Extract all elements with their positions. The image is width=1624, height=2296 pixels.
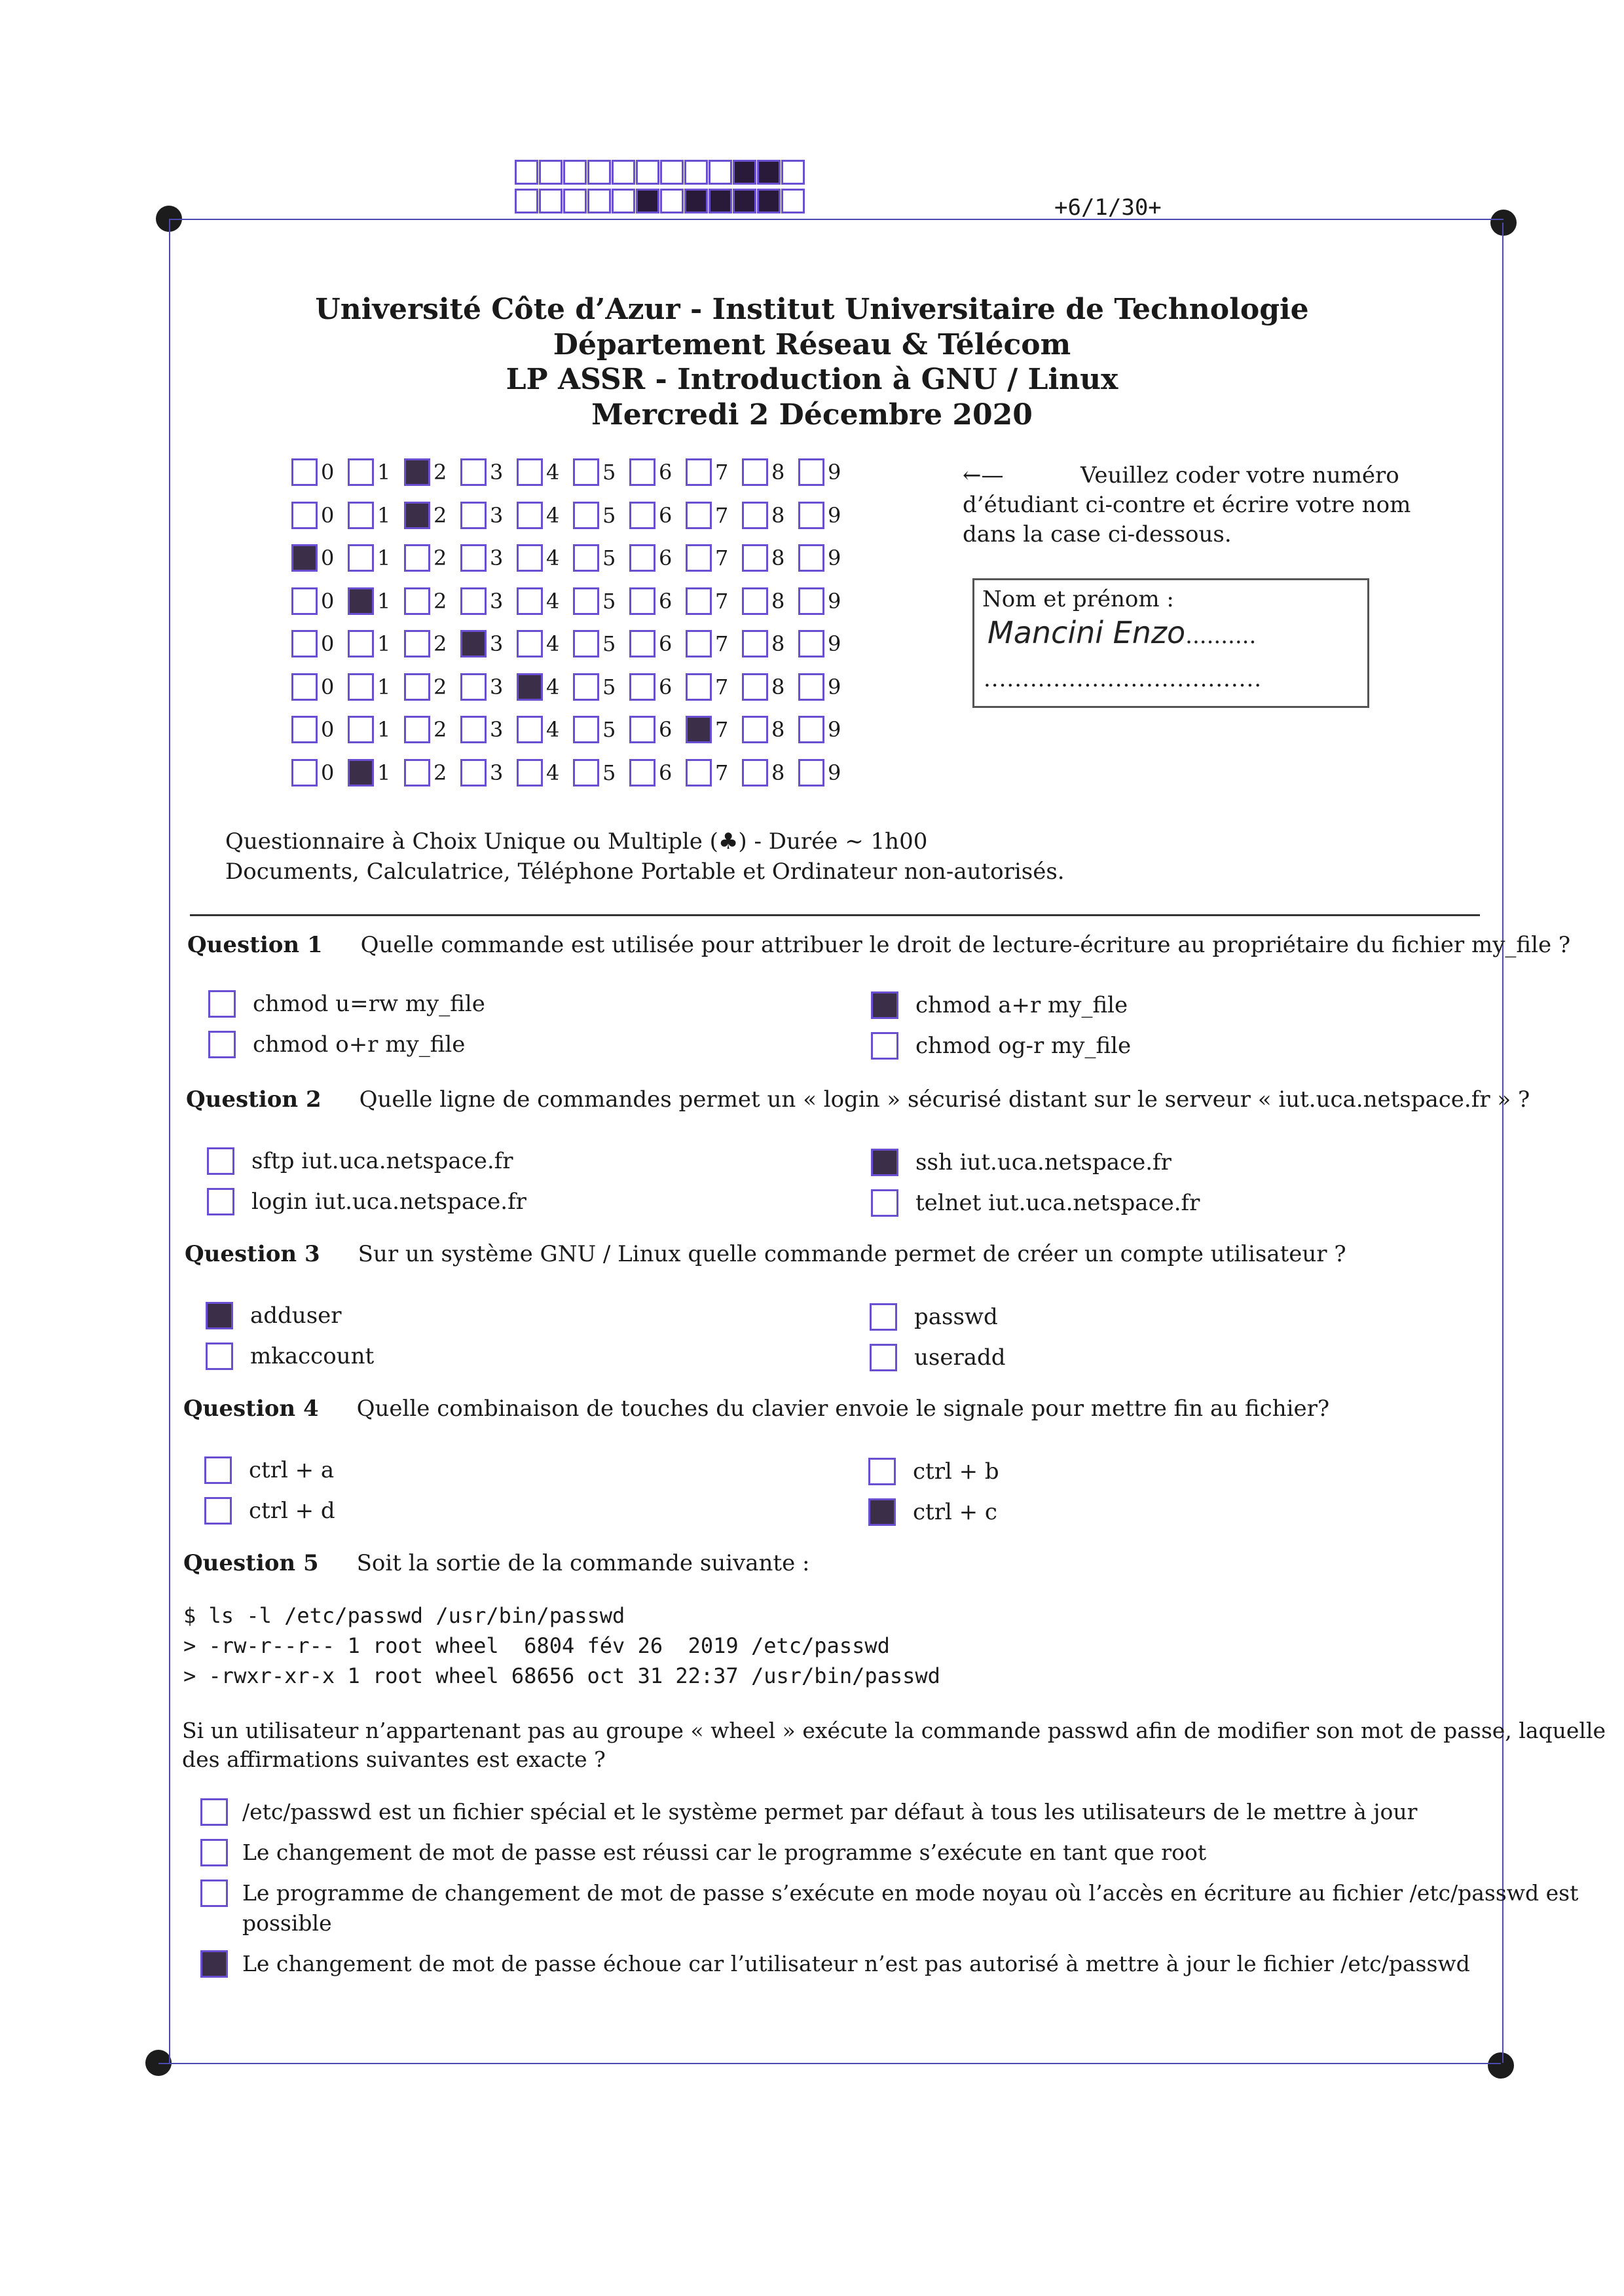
- digit-label: 0: [321, 760, 335, 785]
- question-title: [183, 1548, 809, 1578]
- digit-label: 0: [321, 588, 335, 614]
- checkbox[interactable]: [404, 587, 430, 615]
- digit-label: 4: [546, 717, 560, 742]
- checkbox[interactable]: [291, 502, 318, 529]
- checkbox[interactable]: [798, 716, 824, 743]
- answer-label-continued: possible: [242, 1910, 332, 1936]
- code-box: [563, 160, 587, 185]
- digit-label: 2: [434, 588, 447, 614]
- checkbox[interactable]: [742, 458, 768, 486]
- checkbox[interactable]: [291, 587, 318, 615]
- digit-label: 9: [828, 760, 841, 785]
- code-line: $ ls -l /etc/passwd /usr/bin/passwd: [183, 1603, 625, 1628]
- page-id: +6/1/30+: [1054, 194, 1162, 221]
- checkbox-checked[interactable]: [460, 630, 487, 657]
- digit-label: 5: [602, 631, 616, 656]
- answer-label: ctrl + c: [913, 1499, 997, 1525]
- answer-label: mkaccount: [250, 1343, 375, 1369]
- digit-label: 7: [715, 460, 729, 485]
- digit-label: 0: [321, 631, 335, 656]
- digit-label: 8: [771, 717, 785, 742]
- code-line: > -rw-r--r-- 1 root wheel 6804 fév 26 2019 /etc/passwd: [183, 1633, 890, 1658]
- digit-label: 9: [828, 717, 841, 742]
- digit-label: 5: [602, 546, 616, 570]
- checkbox[interactable]: [798, 458, 824, 486]
- digit-label: 0: [321, 460, 335, 485]
- code-box: [733, 189, 756, 213]
- checkbox[interactable]: [573, 759, 599, 787]
- checkbox[interactable]: [348, 716, 374, 743]
- checkbox[interactable]: [291, 673, 318, 701]
- checkbox[interactable]: [629, 587, 655, 615]
- question-number: Question 5: [183, 1550, 319, 1576]
- question-number: Question 2: [186, 1086, 322, 1113]
- checkbox[interactable]: [207, 1188, 234, 1215]
- question-prompt-line-1: Si un utilisateur n’appartenant pas au groupe « wheel » exécute la commande passwd afin de modifier son mot de passe, laquelle: [182, 1718, 1606, 1743]
- code-box: [612, 189, 635, 213]
- checkbox[interactable]: [460, 502, 487, 529]
- digit-label: 8: [771, 631, 785, 656]
- digit-label: 3: [490, 717, 504, 742]
- checkbox-checked[interactable]: [871, 1149, 898, 1176]
- checkbox[interactable]: [291, 759, 318, 787]
- question-text: Quelle commande est utilisée pour attribuer le droit de lecture-écriture au propriétaire du fichier my_file ?: [360, 932, 1571, 958]
- checkbox[interactable]: [629, 673, 655, 701]
- code-box: [515, 189, 538, 213]
- code-box: [636, 189, 659, 213]
- digit-label: 1: [377, 674, 391, 699]
- digit-label: 8: [771, 502, 785, 528]
- code-box: [781, 160, 805, 185]
- checkbox[interactable]: [200, 1798, 228, 1826]
- question-title: [183, 1394, 1329, 1424]
- checkbox[interactable]: [348, 544, 374, 572]
- checkbox[interactable]: [686, 630, 712, 657]
- checkbox[interactable]: [204, 1456, 232, 1484]
- checkbox[interactable]: [798, 673, 824, 701]
- checkbox[interactable]: [629, 458, 655, 486]
- digit-label: 7: [715, 502, 729, 528]
- digit-label: 9: [828, 460, 841, 485]
- checkbox[interactable]: [207, 1147, 234, 1175]
- checkbox[interactable]: [404, 716, 430, 743]
- code-box: [684, 189, 708, 213]
- checkbox[interactable]: [200, 1839, 228, 1866]
- checkbox[interactable]: [348, 630, 374, 657]
- question-text: Quelle ligne de commandes permet un « login » sécurisé distant sur le serveur « iut.uca.netspace.fr » ?: [359, 1086, 1530, 1113]
- checkbox[interactable]: [517, 716, 543, 743]
- code-box: [563, 189, 587, 213]
- code-box: [539, 189, 563, 213]
- checkbox[interactable]: [573, 458, 599, 486]
- digit-label: 4: [546, 502, 560, 528]
- meta-line-1: Questionnaire à Choix Unique ou Multiple (♣) - Durée ∼ 1h00: [225, 828, 928, 855]
- digit-label: 8: [771, 546, 785, 570]
- digit-label: 5: [602, 502, 616, 528]
- instructions-arrow: ←—: [963, 462, 1004, 489]
- digit-label: 4: [546, 460, 560, 485]
- frame-bottom: [158, 2063, 1501, 2064]
- header-line-3: LP ASSR - Introduction à GNU / Linux: [506, 363, 1118, 396]
- checkbox[interactable]: [686, 502, 712, 529]
- question-number: Question 3: [185, 1241, 320, 1267]
- checkbox[interactable]: [629, 544, 655, 572]
- digit-label: 3: [490, 546, 504, 570]
- instructions-line-2: d’étudiant ci-contre et écrire votre nom: [963, 492, 1411, 518]
- digit-label: 1: [377, 717, 391, 742]
- digit-label: 2: [434, 674, 447, 699]
- checkbox[interactable]: [870, 1344, 897, 1371]
- instructions-line-3: dans la case ci-dessous.: [963, 521, 1232, 547]
- checkbox[interactable]: [460, 544, 487, 572]
- header-line-1: Université Côte d’Azur - Institut Universitaire de Technologie: [315, 293, 1309, 326]
- digit-label: 0: [321, 546, 335, 570]
- digit-label: 9: [828, 631, 841, 656]
- question-prompt-line-2: des affirmations suivantes est exacte ?: [182, 1747, 606, 1772]
- code-box: [733, 160, 756, 185]
- code-box: [587, 189, 611, 213]
- digit-label: 4: [546, 546, 560, 570]
- question-text: Quelle combinaison de touches du clavier envoie le signale pour mettre fin au fichier?: [356, 1396, 1330, 1422]
- checkbox[interactable]: [742, 630, 768, 657]
- name-handwritten: Mancini Enzo: [987, 615, 1186, 650]
- digit-label: 7: [715, 546, 729, 570]
- instructions-line-1: Veuillez coder votre numéro: [1080, 462, 1399, 489]
- digit-label: 7: [715, 588, 729, 614]
- checkbox[interactable]: [798, 759, 824, 787]
- checkbox-checked[interactable]: [404, 458, 430, 486]
- digit-label: 9: [828, 588, 841, 614]
- checkbox[interactable]: [404, 630, 430, 657]
- digit-label: 4: [546, 631, 560, 656]
- answer-label: ctrl + d: [249, 1498, 335, 1524]
- digit-label: 2: [434, 546, 447, 570]
- frame-right: [1502, 223, 1504, 2063]
- digit-label: 6: [659, 502, 673, 528]
- code-box: [660, 189, 684, 213]
- answer-label: chmod o+r my_file: [253, 1031, 466, 1058]
- checkbox[interactable]: [686, 759, 712, 787]
- digit-label: 8: [771, 760, 785, 785]
- checkbox-checked[interactable]: [291, 544, 318, 572]
- checkbox[interactable]: [868, 1458, 896, 1485]
- digit-label: 6: [659, 546, 673, 570]
- checkbox[interactable]: [742, 587, 768, 615]
- digit-label: 2: [434, 717, 447, 742]
- question-title: [186, 1084, 1530, 1115]
- answer-label: telnet iut.uca.netspace.fr: [915, 1190, 1200, 1216]
- digit-label: 3: [490, 460, 504, 485]
- name-box-label: Nom et prénom :: [982, 586, 1174, 612]
- checkbox[interactable]: [629, 630, 655, 657]
- checkbox[interactable]: [460, 673, 487, 701]
- checkbox[interactable]: [291, 458, 318, 486]
- code-box: [757, 189, 781, 213]
- digit-label: 6: [659, 674, 673, 699]
- digit-label: 5: [602, 717, 616, 742]
- frame-left: [169, 219, 170, 2063]
- checkbox[interactable]: [629, 716, 655, 743]
- digit-label: 2: [434, 460, 447, 485]
- checkbox[interactable]: [742, 544, 768, 572]
- digit-label: 3: [490, 588, 504, 614]
- answer-label: ctrl + b: [913, 1458, 999, 1485]
- digit-label: 8: [771, 674, 785, 699]
- checkbox[interactable]: [573, 716, 599, 743]
- digit-label: 2: [434, 631, 447, 656]
- checkbox[interactable]: [629, 759, 655, 787]
- checkbox-checked[interactable]: [517, 673, 543, 701]
- digit-label: 0: [321, 717, 335, 742]
- checkbox[interactable]: [517, 502, 543, 529]
- digit-label: 8: [771, 460, 785, 485]
- digit-label: 2: [434, 760, 447, 785]
- checkbox-checked[interactable]: [404, 502, 430, 529]
- checkbox[interactable]: [742, 759, 768, 787]
- checkbox[interactable]: [686, 587, 712, 615]
- registration-mark-bottom-right: [1488, 2052, 1514, 2079]
- question-title: [185, 1239, 1346, 1269]
- checkbox[interactable]: [204, 1497, 232, 1525]
- checkbox[interactable]: [686, 458, 712, 486]
- answer-label: Le changement de mot de passe échoue car l’utilisateur n’est pas autorisé à mettre à jour le fichier /etc/passwd: [242, 1951, 1470, 1976]
- digit-label: 5: [602, 460, 616, 485]
- checkbox[interactable]: [573, 673, 599, 701]
- checkbox[interactable]: [460, 716, 487, 743]
- question-title: [187, 930, 1570, 960]
- digit-label: 7: [715, 631, 729, 656]
- digit-label: 4: [546, 588, 560, 614]
- code-line: > -rwxr-xr-x 1 root wheel 68656 oct 31 22:37 /usr/bin/passwd: [183, 1663, 940, 1688]
- checkbox[interactable]: [798, 502, 824, 529]
- checkbox[interactable]: [348, 458, 374, 486]
- code-box: [709, 189, 732, 213]
- checkbox[interactable]: [629, 502, 655, 529]
- checkbox[interactable]: [573, 544, 599, 572]
- digit-label: 1: [377, 546, 391, 570]
- checkbox[interactable]: [573, 502, 599, 529]
- header-line-4: Mercredi 2 Décembre 2020: [591, 398, 1033, 432]
- digit-label: 3: [490, 631, 504, 656]
- answer-label: sftp iut.uca.netspace.fr: [251, 1148, 513, 1174]
- checkbox[interactable]: [798, 544, 824, 572]
- checkbox-checked[interactable]: [686, 716, 712, 743]
- checkbox[interactable]: [871, 1189, 898, 1217]
- code-box: [612, 160, 635, 185]
- digit-label: 1: [377, 760, 391, 785]
- code-box: [709, 160, 732, 185]
- digit-label: 6: [659, 460, 673, 485]
- checkbox[interactable]: [460, 587, 487, 615]
- digit-label: 4: [546, 674, 560, 699]
- digit-label: 3: [490, 760, 504, 785]
- meta-line-2: Documents, Calculatrice, Téléphone Portable et Ordinateur non-autorisés.: [225, 859, 1065, 885]
- checkbox[interactable]: [742, 502, 768, 529]
- name-value: [987, 613, 1256, 656]
- checkbox[interactable]: [573, 587, 599, 615]
- digit-label: 0: [321, 502, 335, 528]
- answer-label: chmod a+r my_file: [915, 992, 1128, 1018]
- separator-rule: [190, 914, 1480, 916]
- digit-label: 6: [659, 717, 673, 742]
- checkbox[interactable]: [686, 544, 712, 572]
- checkbox[interactable]: [798, 630, 824, 657]
- checkbox[interactable]: [348, 673, 374, 701]
- digit-label: 1: [377, 631, 391, 656]
- digit-label: 9: [828, 502, 841, 528]
- checkbox[interactable]: [573, 630, 599, 657]
- checkbox[interactable]: [208, 1031, 236, 1058]
- answer-label: passwd: [914, 1304, 998, 1330]
- checkbox[interactable]: [870, 1303, 897, 1331]
- code-box: [587, 160, 611, 185]
- answer-label: useradd: [914, 1344, 1006, 1371]
- checkbox[interactable]: [460, 759, 487, 787]
- code-box: [684, 160, 708, 185]
- digit-label: 3: [490, 674, 504, 699]
- checkbox[interactable]: [404, 544, 430, 572]
- answer-label: Le changement de mot de passe est réussi car le programme s’exécute en tant que root: [242, 1840, 1207, 1865]
- code-box: [539, 160, 563, 185]
- digit-label: 5: [602, 760, 616, 785]
- checkbox[interactable]: [517, 630, 543, 657]
- checkbox[interactable]: [742, 716, 768, 743]
- header-line-2: Département Réseau & Télécom: [553, 328, 1071, 361]
- code-box: [781, 189, 805, 213]
- checkbox-checked[interactable]: [348, 587, 374, 615]
- checkbox-checked[interactable]: [348, 759, 374, 787]
- checkbox[interactable]: [206, 1342, 233, 1370]
- checkbox[interactable]: [291, 716, 318, 743]
- checkbox[interactable]: [798, 587, 824, 615]
- digit-label: 2: [434, 502, 447, 528]
- checkbox-checked[interactable]: [206, 1302, 233, 1329]
- digit-label: 5: [602, 674, 616, 699]
- name-box[interactable]: [972, 578, 1369, 708]
- question-text: Sur un système GNU / Linux quelle commande permet de créer un compte utilisateur ?: [358, 1241, 1346, 1267]
- question-text: Soit la sortie de la commande suivante :: [356, 1550, 810, 1576]
- checkbox[interactable]: [404, 759, 430, 787]
- answer-label: Le programme de changement de mot de passe s’exécute en mode noyau où l’accès en écriture au fichier /etc/passwd est: [242, 1880, 1579, 1906]
- checkbox[interactable]: [517, 587, 543, 615]
- checkbox[interactable]: [291, 630, 318, 657]
- digit-label: 5: [602, 588, 616, 614]
- digit-label: 1: [377, 588, 391, 614]
- answer-label: chmod u=rw my_file: [253, 991, 485, 1017]
- checkbox[interactable]: [686, 673, 712, 701]
- checkbox[interactable]: [517, 458, 543, 486]
- answer-label: ctrl + a: [249, 1457, 335, 1483]
- digit-label: 7: [715, 717, 729, 742]
- digit-label: 9: [828, 674, 841, 699]
- digit-label: 4: [546, 760, 560, 785]
- code-box: [757, 160, 781, 185]
- checkbox-checked[interactable]: [200, 1950, 228, 1978]
- digit-label: 8: [771, 588, 785, 614]
- digit-label: 3: [490, 502, 504, 528]
- checkbox[interactable]: [871, 1032, 898, 1060]
- digit-label: 6: [659, 631, 673, 656]
- checkbox[interactable]: [742, 673, 768, 701]
- checkbox-checked[interactable]: [871, 991, 898, 1019]
- digit-label: 6: [659, 588, 673, 614]
- answer-label: chmod og-r my_file: [915, 1033, 1132, 1059]
- answer-label: /etc/passwd est un fichier spécial et le système permet par défaut à tous les utilisateurs de le mettre à jour: [242, 1799, 1418, 1824]
- answer-label: ssh iut.uca.netspace.fr: [915, 1149, 1172, 1176]
- checkbox[interactable]: [517, 544, 543, 572]
- answer-label: login iut.uca.netspace.fr: [251, 1189, 526, 1215]
- code-box: [515, 160, 538, 185]
- checkbox[interactable]: [348, 502, 374, 529]
- question-number: Question 1: [187, 932, 323, 958]
- checkbox[interactable]: [517, 759, 543, 787]
- checkbox[interactable]: [460, 458, 487, 486]
- answer-label: adduser: [250, 1303, 342, 1329]
- digit-label: 7: [715, 674, 729, 699]
- checkbox[interactable]: [404, 673, 430, 701]
- digit-label: 1: [377, 460, 391, 485]
- digit-label: 0: [321, 674, 335, 699]
- checkbox[interactable]: [208, 990, 236, 1018]
- checkbox-checked[interactable]: [868, 1498, 896, 1526]
- digit-label: 6: [659, 760, 673, 785]
- question-number: Question 4: [183, 1396, 319, 1422]
- name-box-dots-line-2: ....................................: [984, 666, 1263, 692]
- digit-label: 9: [828, 546, 841, 570]
- name-dots: ..........: [1185, 623, 1257, 649]
- code-box: [660, 160, 684, 185]
- digit-label: 1: [377, 502, 391, 528]
- frame-top: [169, 219, 1504, 220]
- code-box: [636, 160, 659, 185]
- checkbox[interactable]: [200, 1879, 228, 1907]
- registration-mark-top-right: [1490, 210, 1517, 236]
- digit-label: 7: [715, 760, 729, 785]
